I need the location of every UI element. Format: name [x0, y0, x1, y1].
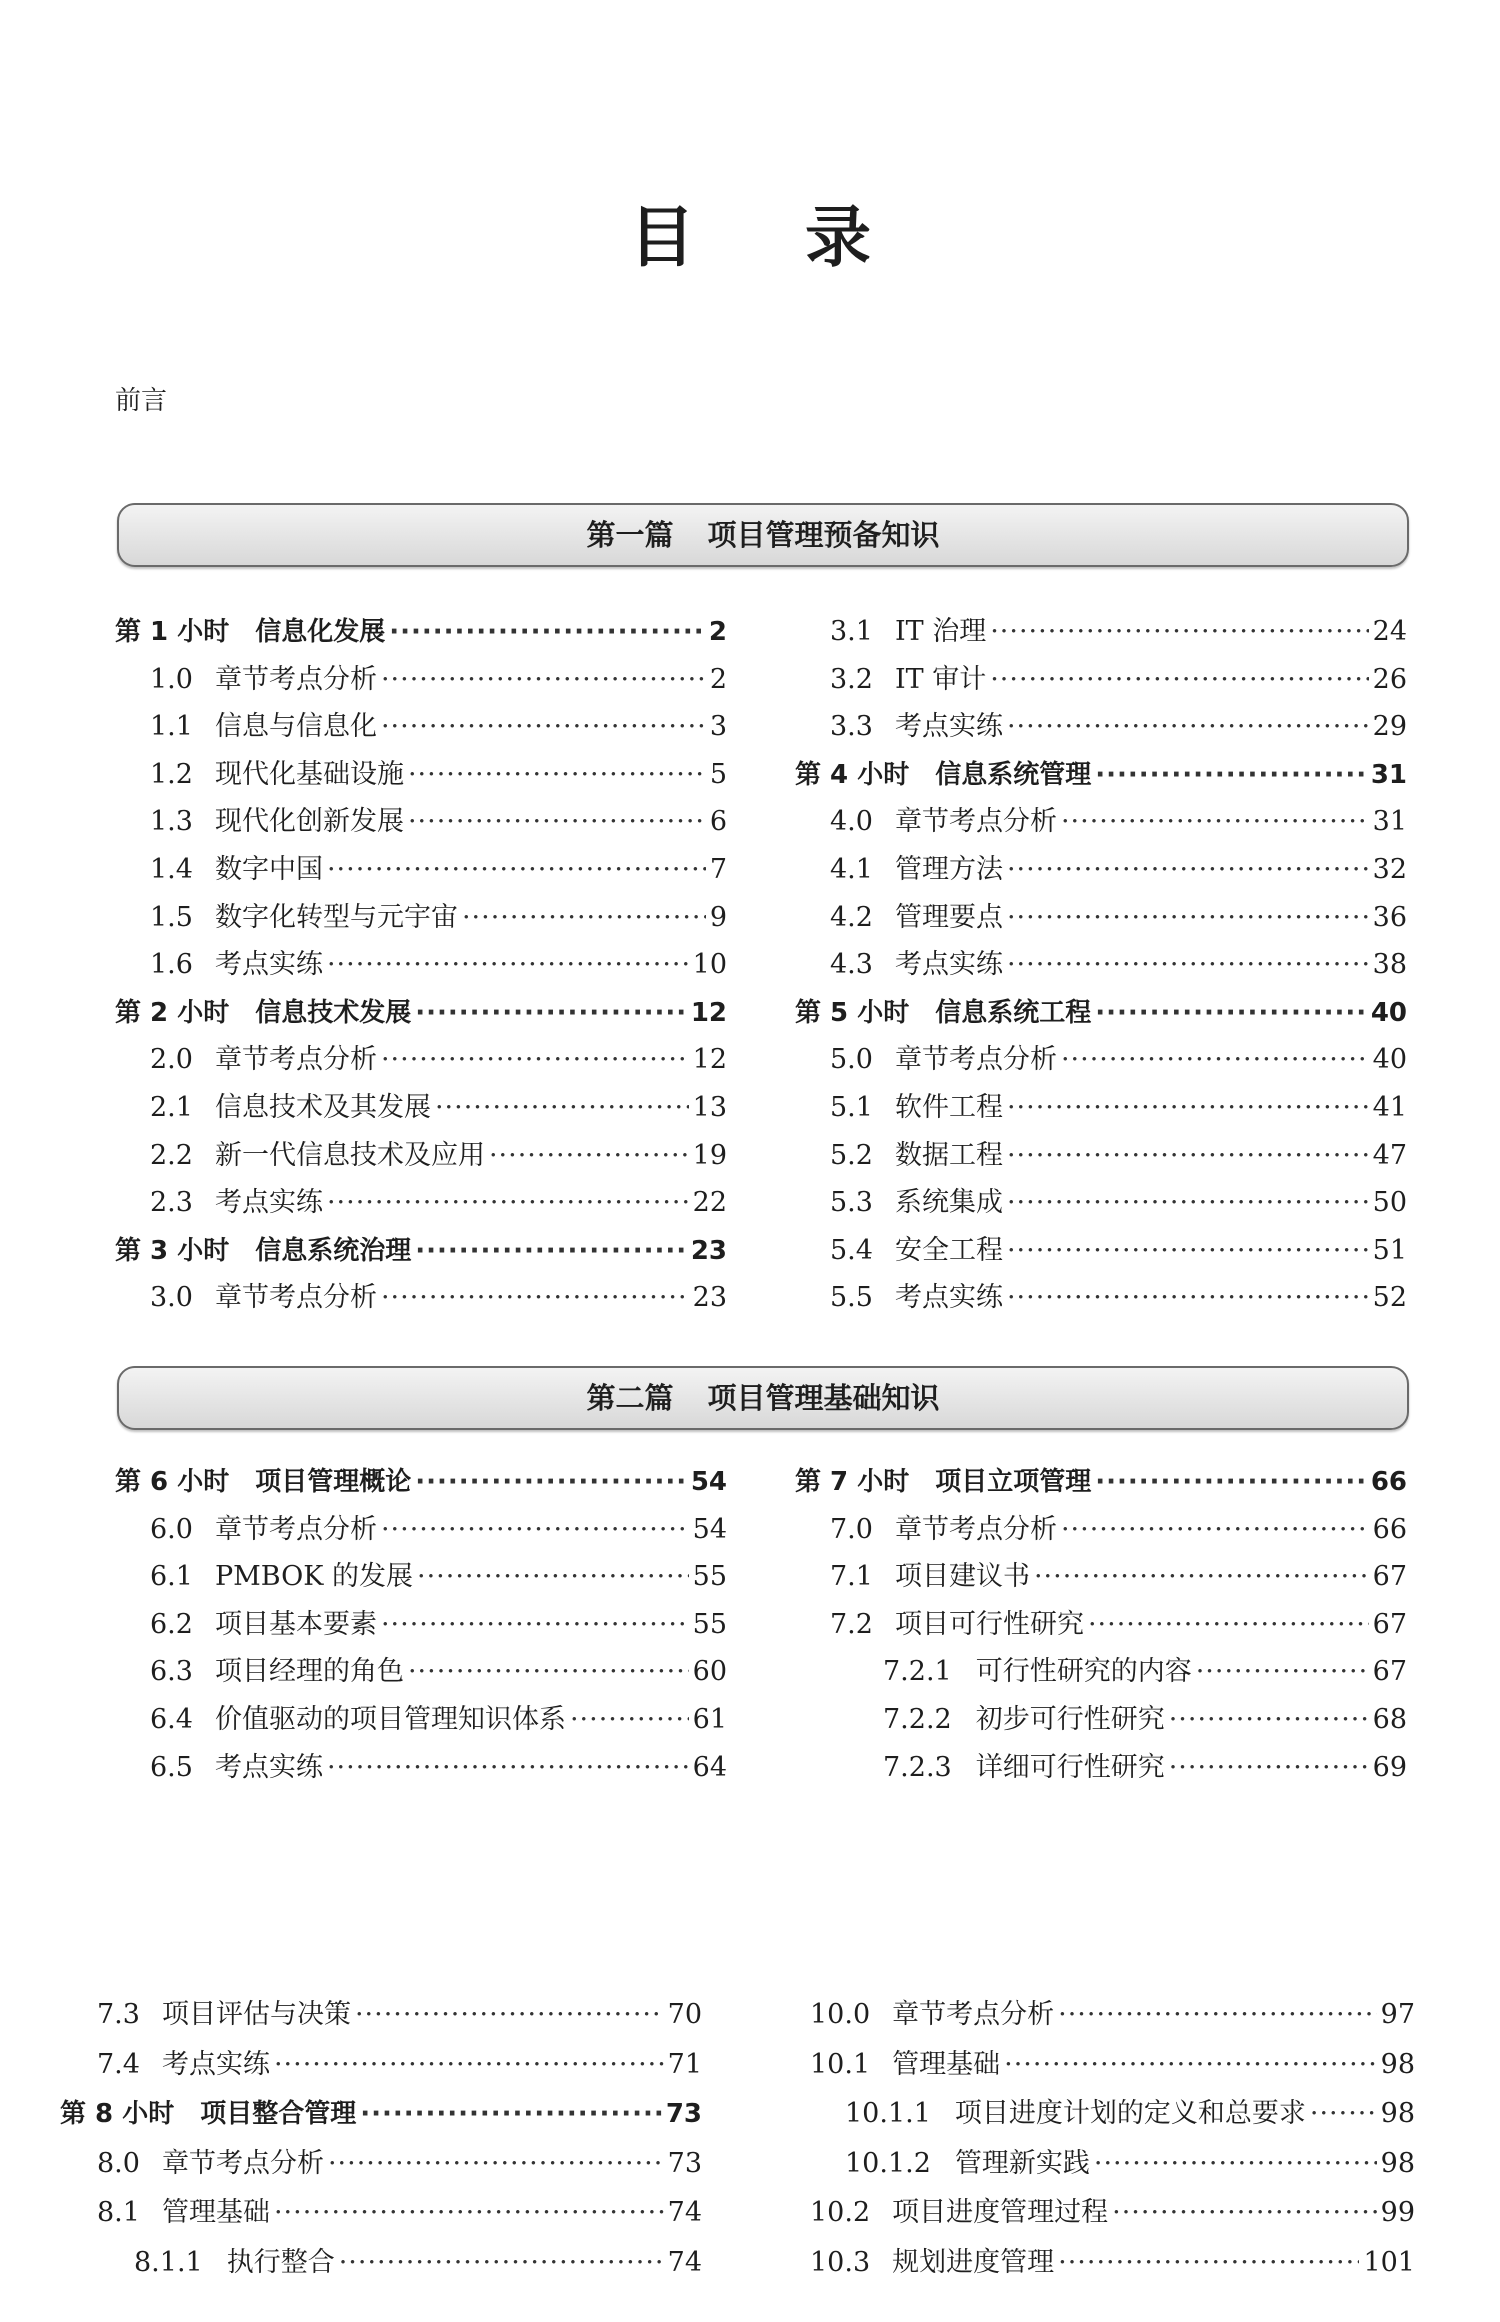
- toc-section-entry[interactable]: [830, 1605, 1407, 1645]
- entry-title: 信息与信息化: [214, 711, 377, 743]
- dot-leader: [1034, 1557, 1369, 1597]
- dot-leader: [489, 1136, 689, 1176]
- dot-leader: [1004, 2045, 1377, 2085]
- toc-subsection-entry[interactable]: [845, 2094, 1415, 2134]
- toc-section-entry[interactable]: [830, 1183, 1407, 1223]
- entry-title: IT 治理: [894, 616, 987, 647]
- entry-title: 项目立项管理: [935, 1467, 1092, 1497]
- toc-chapter-entry[interactable]: [115, 993, 727, 1033]
- entry-title: 管理方法: [894, 854, 1003, 885]
- dot-leader: [381, 707, 706, 747]
- entry-page-number: 67: [1372, 1656, 1407, 1688]
- toc-chapter-entry[interactable]: [115, 1462, 727, 1502]
- entry-title: 考点实练: [214, 949, 323, 981]
- entry-title: 现代化创新发展: [214, 806, 404, 838]
- entry-title: 信息系统治理: [255, 1235, 412, 1266]
- preface-entry[interactable]: 前言: [115, 386, 168, 416]
- entry-number: 6.4: [150, 1704, 193, 1735]
- dot-leader: [389, 612, 705, 652]
- entry-page-number: 2: [709, 663, 727, 695]
- dot-leader: [1007, 707, 1369, 747]
- entry-page-number: 50: [1372, 1187, 1407, 1219]
- entry-title: 管理基础: [161, 2197, 270, 2229]
- entry-title: 系统集成: [894, 1187, 1003, 1219]
- dot-leader: [1061, 802, 1369, 842]
- entry-title: 项目建议书: [894, 1561, 1030, 1593]
- entry-page-number: 41: [1372, 1092, 1407, 1123]
- toc-section-entry[interactable]: [150, 945, 727, 985]
- entry-number: 7.0: [830, 1513, 873, 1545]
- entry-page-number: 40: [1370, 997, 1407, 1028]
- toc-section-entry[interactable]: [97, 2193, 702, 2233]
- dot-leader: [417, 1557, 689, 1597]
- dot-leader: [1058, 1995, 1377, 2035]
- dot-leader: [1095, 993, 1367, 1033]
- entry-number: 7.3: [97, 1999, 140, 2030]
- dot-leader: [1007, 898, 1369, 938]
- entry-title: 项目基本要素: [214, 1608, 377, 1640]
- entry-page-number: 40: [1372, 1044, 1407, 1076]
- dot-leader: [274, 2045, 664, 2085]
- entry-page-number: 47: [1372, 1139, 1407, 1171]
- dot-leader: [1007, 945, 1369, 985]
- entry-title: 章节考点分析: [894, 1044, 1057, 1076]
- toc-section-entry[interactable]: [150, 1700, 727, 1740]
- entry-title: 章节考点分析: [214, 663, 377, 695]
- entry-number: 8.0: [97, 2147, 140, 2179]
- entry-title: 项目可行性研究: [894, 1608, 1084, 1640]
- entry-title: 数字化转型与元宇宙: [214, 901, 458, 933]
- dot-leader: [381, 1605, 689, 1645]
- dot-leader: [990, 660, 1368, 700]
- entry-page-number: 98: [1380, 2147, 1415, 2179]
- toc-section-entry[interactable]: [150, 1748, 727, 1788]
- dot-leader: [1095, 1462, 1367, 1502]
- entry-number: 5.5: [830, 1282, 873, 1314]
- entry-page-number: 97: [1380, 1999, 1415, 2030]
- part-banner-1: [117, 503, 1409, 567]
- entry-number: 6.0: [150, 1513, 193, 1545]
- entry-page-number: 64: [692, 1751, 727, 1783]
- entry-number: 2.1: [150, 1092, 193, 1123]
- entry-number: 6.2: [150, 1608, 193, 1640]
- entry-number: 3.3: [830, 711, 873, 743]
- entry-page-number: 2: [708, 617, 727, 647]
- toc-section-entry[interactable]: [150, 802, 727, 842]
- toc-chapter-entry[interactable]: [795, 993, 1407, 1033]
- entry-title: 现代化基础设施: [214, 758, 404, 790]
- dot-leader: [327, 850, 706, 890]
- entry-title: 项目进度计划的定义和总要求: [954, 2098, 1306, 2130]
- dot-leader: [327, 1183, 689, 1223]
- toc-section-entry[interactable]: [150, 898, 727, 938]
- entry-page-number: 98: [1380, 2048, 1415, 2080]
- toc-section-entry[interactable]: [830, 1040, 1407, 1080]
- dot-leader: [339, 2243, 664, 2283]
- entry-page-number: 6: [709, 806, 727, 838]
- dot-leader: [1094, 2144, 1377, 2184]
- entry-page-number: 73: [667, 2147, 702, 2179]
- dot-leader: [408, 802, 706, 842]
- entry-page-number: 12: [690, 997, 727, 1028]
- entry-title: 信息化发展: [255, 617, 386, 647]
- entry-title: 项目管理概论: [255, 1467, 412, 1497]
- dot-leader: [274, 2193, 664, 2233]
- toc-section-entry[interactable]: [830, 1557, 1407, 1597]
- dot-leader: [1169, 1748, 1369, 1788]
- toc-chapter-entry[interactable]: [115, 612, 727, 652]
- entry-number: 10.3: [810, 2247, 871, 2278]
- entry-title: 考点实练: [161, 2048, 270, 2080]
- entry-title: 可行性研究的内容: [975, 1656, 1192, 1688]
- entry-title: PMBOK 的发展: [214, 1561, 413, 1593]
- entry-title: 信息技术及其发展: [214, 1092, 431, 1123]
- dot-leader: [1095, 755, 1367, 795]
- toc-section-entry[interactable]: [830, 1510, 1407, 1550]
- entry-number: 8.1: [97, 2197, 140, 2229]
- entry-page-number: 54: [692, 1513, 727, 1545]
- entry-number: 第 4 小时: [795, 759, 910, 790]
- toc-section-entry[interactable]: [830, 707, 1407, 747]
- entry-page-number: 51: [1372, 1234, 1407, 1266]
- entry-number: 1.4: [150, 854, 193, 885]
- entry-number: 10.1.1: [845, 2098, 931, 2130]
- entry-number: 10.0: [810, 1999, 871, 2030]
- entry-title: 信息系统工程: [935, 997, 1092, 1028]
- entry-page-number: 9: [709, 901, 727, 933]
- entry-page-number: 7: [709, 854, 727, 885]
- entry-number: 1.3: [150, 806, 193, 838]
- dot-leader: [1088, 1605, 1369, 1645]
- entry-page-number: 69: [1372, 1751, 1407, 1783]
- entry-number: 5.1: [830, 1092, 873, 1123]
- entry-title: 信息系统管理: [935, 759, 1092, 790]
- entry-number: 10.1.2: [845, 2147, 931, 2179]
- dot-leader: [1061, 1510, 1369, 1550]
- dot-leader: [408, 755, 706, 795]
- dot-leader: [381, 1040, 689, 1080]
- toc-section-entry[interactable]: [150, 1136, 727, 1176]
- toc-section-entry[interactable]: [150, 707, 727, 747]
- dot-leader: [990, 612, 1368, 652]
- dot-leader: [435, 1088, 689, 1128]
- entry-title: 章节考点分析: [214, 1513, 377, 1545]
- entry-page-number: 32: [1372, 854, 1407, 885]
- toc-section-entry[interactable]: [830, 1278, 1407, 1318]
- dot-leader: [328, 2144, 664, 2184]
- toc-section-entry[interactable]: [830, 660, 1407, 700]
- dot-leader: [1007, 1278, 1369, 1318]
- toc-chapter-entry[interactable]: [795, 755, 1407, 795]
- entry-title: 章节考点分析: [214, 1044, 377, 1076]
- entry-number: 7.1: [830, 1561, 873, 1593]
- dot-leader: [1058, 2243, 1359, 2283]
- toc-section-entry[interactable]: [830, 1136, 1407, 1176]
- entry-page-number: 66: [1370, 1467, 1407, 1497]
- part-name: 项目管理预备知识: [707, 518, 940, 552]
- entry-title: 项目进度管理过程: [892, 2197, 1109, 2229]
- part-name: 项目管理基础知识: [707, 1381, 940, 1415]
- toc-chapter-entry[interactable]: [60, 2094, 702, 2134]
- part-label: 第一篇: [586, 518, 674, 552]
- entry-title: 管理要点: [894, 901, 1003, 933]
- entry-page-number: 19: [692, 1139, 727, 1171]
- toc-section-entry[interactable]: [830, 1231, 1407, 1271]
- page-title: 目录: [629, 199, 981, 276]
- entry-page-number: 13: [692, 1092, 727, 1123]
- entry-title: 项目整合管理: [200, 2099, 357, 2130]
- entry-number: 10.2: [810, 2197, 871, 2229]
- toc-subsection-entry[interactable]: [883, 1700, 1407, 1740]
- entry-title: 管理新实践: [954, 2147, 1090, 2179]
- entry-number: 3.2: [830, 663, 873, 695]
- dot-leader: [415, 1462, 687, 1502]
- entry-number: 6.5: [150, 1751, 193, 1783]
- toc-section-entry[interactable]: [150, 1040, 727, 1080]
- part-banner-2: [117, 1366, 1409, 1430]
- entry-page-number: 54: [690, 1467, 727, 1497]
- entry-number: 2.2: [150, 1139, 193, 1171]
- entry-page-number: 31: [1370, 759, 1407, 790]
- toc-section-entry[interactable]: [810, 2243, 1415, 2283]
- entry-number: 6.1: [150, 1561, 193, 1593]
- dot-leader: [327, 945, 689, 985]
- entry-page-number: 61: [692, 1704, 727, 1735]
- part-label: 第二篇: [586, 1381, 674, 1415]
- toc-section-entry[interactable]: [830, 612, 1407, 652]
- entry-number: 1.5: [150, 901, 193, 933]
- entry-title: 管理基础: [892, 2048, 1001, 2080]
- entry-number: 第 8 小时: [60, 2099, 175, 2130]
- dot-leader: [1007, 850, 1369, 890]
- dot-leader: [415, 993, 687, 1033]
- entry-title: 考点实练: [894, 949, 1003, 981]
- entry-page-number: 23: [692, 1282, 727, 1314]
- entry-title: 软件工程: [894, 1092, 1003, 1123]
- dot-leader: [1196, 1652, 1369, 1692]
- entry-number: 3.1: [830, 616, 873, 647]
- entry-number: 4.3: [830, 949, 873, 981]
- entry-title: 价值驱动的项目管理知识体系: [214, 1704, 566, 1735]
- dot-leader: [1310, 2094, 1377, 2134]
- dot-leader: [355, 1995, 664, 2035]
- toc-section-entry[interactable]: [97, 2144, 702, 2184]
- dot-leader: [1169, 1700, 1369, 1740]
- entry-page-number: 52: [1372, 1282, 1407, 1314]
- entry-page-number: 67: [1372, 1608, 1407, 1640]
- entry-title: 数据工程: [894, 1139, 1003, 1171]
- entry-number: 1.0: [150, 663, 193, 695]
- entry-page-number: 60: [692, 1656, 727, 1688]
- toc-section-entry[interactable]: [830, 898, 1407, 938]
- entry-number: 10.1: [810, 2048, 871, 2080]
- entry-number: 5.2: [830, 1139, 873, 1171]
- dot-leader: [1007, 1231, 1369, 1271]
- entry-title: 章节考点分析: [214, 1282, 377, 1314]
- entry-title: 项目经理的角色: [214, 1656, 404, 1688]
- entry-page-number: 71: [667, 2048, 702, 2080]
- toc-section-entry[interactable]: [150, 1088, 727, 1128]
- entry-title: 执行整合: [226, 2247, 335, 2278]
- entry-number: 7.2.2: [883, 1704, 952, 1735]
- entry-number: 7.2: [830, 1608, 873, 1640]
- entry-page-number: 10: [692, 949, 727, 981]
- entry-number: 5.3: [830, 1187, 873, 1219]
- entry-number: 第 6 小时: [115, 1467, 230, 1497]
- entry-page-number: 74: [667, 2247, 702, 2278]
- entry-page-number: 12: [692, 1044, 727, 1076]
- toc-section-entry[interactable]: [150, 1605, 727, 1645]
- toc-section-entry[interactable]: [810, 2193, 1415, 2233]
- dot-leader: [1007, 1183, 1369, 1223]
- entry-title: 考点实练: [894, 711, 1003, 743]
- dot-leader: [462, 898, 706, 938]
- entry-number: 5.0: [830, 1044, 873, 1076]
- entry-number: 6.3: [150, 1656, 193, 1688]
- toc-subsection-entry[interactable]: [845, 2144, 1415, 2184]
- entry-number: 第 3 小时: [115, 1235, 230, 1266]
- entry-number: 第 7 小时: [795, 1467, 910, 1497]
- entry-page-number: 3: [709, 711, 727, 743]
- toc-section-entry[interactable]: [810, 2045, 1415, 2085]
- entry-title: 安全工程: [894, 1234, 1003, 1266]
- entry-title: 考点实练: [894, 1282, 1003, 1314]
- entry-title: 考点实练: [214, 1751, 323, 1783]
- entry-title: 数字中国: [214, 854, 323, 885]
- entry-number: 8.1.1: [134, 2247, 203, 2278]
- entry-title: IT 审计: [894, 663, 987, 695]
- entry-number: 5.4: [830, 1234, 873, 1266]
- toc-section-entry[interactable]: [830, 802, 1407, 842]
- dot-leader: [415, 1231, 687, 1271]
- dot-leader: [1061, 1040, 1369, 1080]
- entry-page-number: 55: [692, 1608, 727, 1640]
- entry-page-number: 31: [1372, 806, 1407, 838]
- entry-title: 章节考点分析: [892, 1999, 1055, 2030]
- entry-page-number: 24: [1372, 616, 1407, 647]
- entry-number: 4.2: [830, 901, 873, 933]
- entry-title: 项目评估与决策: [161, 1999, 351, 2030]
- dot-leader: [360, 2094, 662, 2134]
- entry-number: 1.6: [150, 949, 193, 981]
- entry-number: 7.4: [97, 2048, 140, 2080]
- entry-page-number: 70: [667, 1999, 702, 2030]
- entry-page-number: 74: [667, 2197, 702, 2229]
- entry-number: 第 2 小时: [115, 997, 230, 1028]
- dot-leader: [381, 1278, 689, 1318]
- entry-page-number: 99: [1380, 2197, 1415, 2229]
- entry-page-number: 55: [692, 1561, 727, 1593]
- toc-chapter-entry[interactable]: [115, 1231, 727, 1271]
- dot-leader: [570, 1700, 689, 1740]
- toc-section-entry[interactable]: [150, 1183, 727, 1223]
- toc-subsection-entry[interactable]: [883, 1748, 1407, 1788]
- dot-leader: [381, 660, 706, 700]
- entry-title: 章节考点分析: [894, 806, 1057, 838]
- entry-title: 信息技术发展: [255, 997, 412, 1028]
- entry-title: 考点实练: [214, 1187, 323, 1219]
- entry-number: 1.2: [150, 758, 193, 790]
- entry-number: 4.0: [830, 806, 873, 838]
- entry-page-number: 22: [692, 1187, 727, 1219]
- dot-leader: [408, 1652, 689, 1692]
- dot-leader: [327, 1748, 689, 1788]
- entry-number: 4.1: [830, 854, 873, 885]
- entry-page-number: 101: [1363, 2247, 1415, 2278]
- dot-leader: [1007, 1088, 1369, 1128]
- entry-number: 1.1: [150, 711, 193, 743]
- entry-page-number: 26: [1372, 663, 1407, 695]
- entry-number: 2.0: [150, 1044, 193, 1076]
- toc-section-entry[interactable]: [150, 1510, 727, 1550]
- toc-section-entry[interactable]: [150, 755, 727, 795]
- entry-number: 2.3: [150, 1187, 193, 1219]
- entry-title: 章节考点分析: [161, 2147, 324, 2179]
- toc-section-entry[interactable]: [810, 1995, 1415, 2035]
- toc-section-entry[interactable]: [150, 1652, 727, 1692]
- entry-page-number: 67: [1372, 1561, 1407, 1593]
- entry-title: 章节考点分析: [894, 1513, 1057, 1545]
- entry-page-number: 23: [690, 1235, 727, 1266]
- entry-page-number: 68: [1372, 1704, 1407, 1735]
- entry-number: 7.2.3: [883, 1751, 952, 1783]
- toc-section-entry[interactable]: [830, 850, 1407, 890]
- entry-page-number: 29: [1372, 711, 1407, 743]
- toc-section-entry[interactable]: [150, 660, 727, 700]
- dot-leader: [1112, 2193, 1377, 2233]
- toc-chapter-entry[interactable]: [795, 1462, 1407, 1502]
- entry-page-number: 36: [1372, 901, 1407, 933]
- toc-subsection-entry[interactable]: [134, 2243, 702, 2283]
- toc-section-entry[interactable]: [150, 1557, 727, 1597]
- toc-section-entry[interactable]: [97, 1995, 702, 2035]
- entry-title: 初步可行性研究: [975, 1704, 1165, 1735]
- entry-page-number: 98: [1380, 2098, 1415, 2130]
- dot-leader: [381, 1510, 689, 1550]
- entry-page-number: 38: [1372, 949, 1407, 981]
- entry-number: 第 1 小时: [115, 617, 230, 647]
- entry-title: 规划进度管理: [892, 2247, 1055, 2278]
- toc-subsection-entry[interactable]: [883, 1652, 1407, 1692]
- entry-title: 详细可行性研究: [975, 1751, 1165, 1783]
- dot-leader: [1007, 1136, 1369, 1176]
- entry-number: 7.2.1: [883, 1656, 952, 1688]
- entry-title: 新一代信息技术及应用: [214, 1139, 485, 1171]
- entry-number: 3.0: [150, 1282, 193, 1314]
- toc-section-entry[interactable]: [830, 1088, 1407, 1128]
- toc-section-entry[interactable]: [97, 2045, 702, 2085]
- toc-section-entry[interactable]: [150, 850, 727, 890]
- toc-section-entry[interactable]: [830, 945, 1407, 985]
- toc-section-entry[interactable]: [150, 1278, 727, 1318]
- entry-page-number: 73: [665, 2099, 702, 2130]
- entry-page-number: 66: [1372, 1513, 1407, 1545]
- entry-number: 第 5 小时: [795, 997, 910, 1028]
- entry-page-number: 5: [709, 758, 727, 790]
